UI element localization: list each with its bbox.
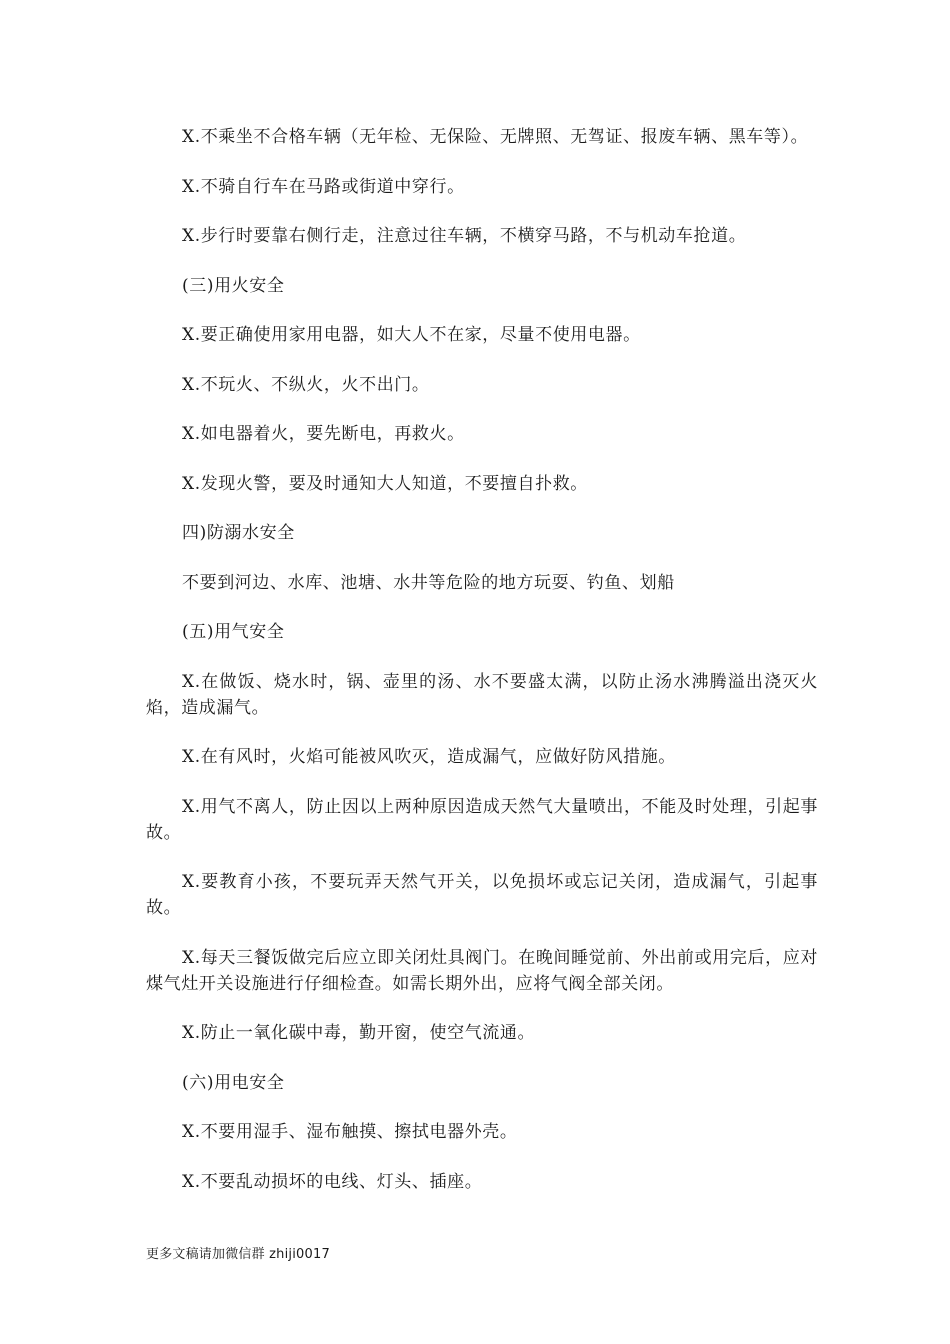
paragraph-wind-protection: X.在有风时，火焰可能被风吹灭，造成漏气，应做好防风措施。 [182,747,676,767]
paragraph-children-gas-switch: X.要教育小孩，不要玩弄天然气开关，以免损坏或忘记关闭，造成漏气，引起事故。 [146,872,818,918]
paragraph-co-poisoning: X.防止一氧化碳中毒，勤开窗，使空气流通。 [182,1023,536,1043]
paragraph-close-valves: X.每天三餐饭做完后应立即关闭灶具阀门。在晚间睡觉前、外出前或用完后，应对煤气灶开关设施进行仔细检查。如需长期外出，应将气阀全部关闭。 [146,947,818,994]
paragraph-bicycle-safety: X.不骑自行车在马路或街道中穿行。 [182,176,465,197]
page-footer: 更多文稿请加微信群 zhiji0017 [146,1247,330,1262]
document-body [146,124,818,1218]
paragraph-appliance-use: X.要正确使用家用电器，如大人不在家，尽量不使用电器。 [182,325,641,345]
section-heading-fire-safety: (三)用火安全 [182,275,285,296]
paragraph-attend-gas: X.用气不离人，防止因以上两种原因造成天然气大量喷出，不能及时处理，引起事故。 [146,796,818,843]
paragraph-electrical-fire: X.如电器着火，要先断电，再救火。 [182,424,465,444]
section-heading-drowning-safety: 四)防溺水安全 [182,523,295,543]
paragraph-damaged-wires: X.不要乱动损坏的电线、灯头、插座。 [182,1171,483,1192]
paragraph-no-playing-fire: X.不玩火、不纵火，火不出门。 [182,374,430,395]
paragraph-cooking-overflow: X.在做饭、烧水时，锅、壶里的汤、水不要盛太满，以防止汤水沸腾溢出浇灭火焰，造成漏气。 [146,671,818,718]
paragraph-walking-safety: X.步行时要靠右侧行走，注意过往车辆，不横穿马路，不与机动车抢道。 [182,226,747,246]
paragraph-fire-alarm: X.发现火警，要及时通知大人知道，不要擅自扑救。 [182,473,588,494]
paragraph-vehicle-safety: X.不乘坐不合格车辆（无年检、无保险、无牌照、无驾证、报废车辆、黑车等）。 [182,127,809,147]
section-heading-gas-safety: (五)用气安全 [182,622,285,642]
paragraph-water-danger: 不要到河边、水库、池塘、水井等危险的地方玩耍、钓鱼、划船 [182,572,675,593]
section-heading-electric-safety: (六)用电安全 [182,1072,285,1093]
paragraph-wet-hands: X.不要用湿手、湿布触摸、擦拭电器外壳。 [182,1122,518,1142]
